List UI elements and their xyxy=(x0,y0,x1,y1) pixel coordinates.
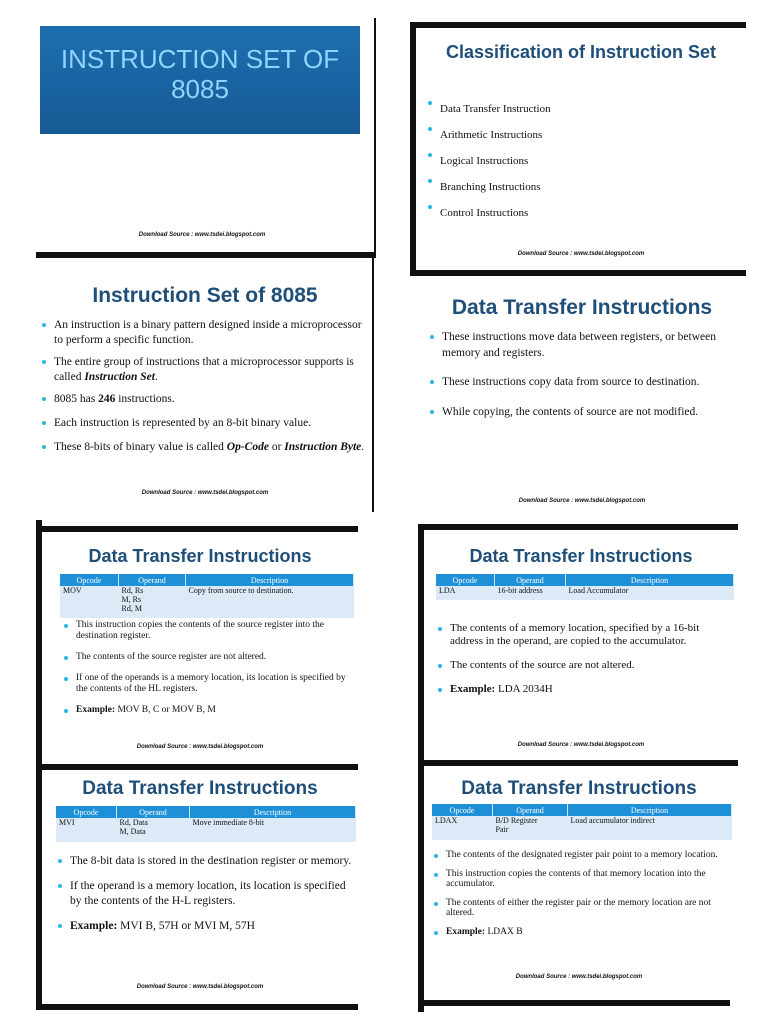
list-item: Arithmetic Instructions xyxy=(428,122,551,148)
slide-heading: Data Transfer Instructions xyxy=(82,778,318,799)
emphasis-text: Op-Code xyxy=(226,441,269,453)
table-header-description: Description xyxy=(566,574,734,586)
instruction-table xyxy=(432,804,732,840)
list-item xyxy=(58,919,352,934)
slide-border xyxy=(36,252,376,258)
example-text: MOV B, C or MOV B, M xyxy=(115,705,216,715)
table-header-operand: Operand xyxy=(119,574,186,586)
slide-mvi xyxy=(42,772,358,1000)
bullet-text: The entire group of instructions that a microprocessor supports is called xyxy=(54,356,354,383)
slide-data-transfer-intro xyxy=(418,278,746,514)
operand-cell xyxy=(119,586,186,618)
table-header-opcode: Opcode xyxy=(56,806,117,818)
list-item xyxy=(42,440,372,455)
slide-footer: Download Source : www.tsdei.blogspot.com xyxy=(136,984,264,990)
table-header-description: Description xyxy=(190,806,356,818)
table-row xyxy=(436,586,734,600)
instruction-set-list xyxy=(42,318,372,455)
slide-border xyxy=(374,18,376,258)
list-item: These instructions copy data from source to destination. xyxy=(430,375,742,391)
operand-line: M, Rs xyxy=(121,594,142,604)
example-label: Example: xyxy=(450,683,496,695)
operand-line: Rd, Data xyxy=(119,818,148,827)
table-header-operand: Operand xyxy=(495,574,566,586)
example-text: MVI B, 57H or MVI M, 57H xyxy=(117,920,255,932)
example-label: Example: xyxy=(76,705,116,715)
instruction-table xyxy=(436,574,734,600)
list-item: Branching Instructions xyxy=(428,174,551,200)
operand-line: Rd, M xyxy=(121,603,142,613)
list-item: While copying, the contents of source are not modified. xyxy=(430,405,742,421)
table-header-operand: Operand xyxy=(117,806,190,818)
list-item: If the operand is a memory location, its location is specified by the contents of the H-L registers. xyxy=(58,879,352,909)
lda-notes xyxy=(438,622,728,696)
operand-cell xyxy=(117,818,190,842)
emphasis-text: 246 xyxy=(98,393,116,405)
opcode-cell: LDA xyxy=(436,586,495,600)
operand-cell xyxy=(493,816,568,840)
list-item: This instruction copies the contents of that memory location into the accumulator. xyxy=(434,869,730,890)
opcode-cell: MVI xyxy=(56,818,117,842)
list-item xyxy=(42,416,372,431)
mvi-notes xyxy=(58,854,352,934)
table-header-description: Description xyxy=(568,804,732,816)
classification-list xyxy=(428,96,551,226)
example-text: LDA 2034H xyxy=(495,683,553,695)
list-item xyxy=(438,683,728,696)
list-item: Logical Instructions xyxy=(428,148,551,174)
example-label: Example: xyxy=(70,920,118,932)
list-item xyxy=(64,705,354,716)
slide-lda xyxy=(424,530,738,762)
example-label: Example: xyxy=(446,926,486,937)
list-item: The contents of a memory location, specified by a 16-bit address in the operand, are copied to the accumulator. xyxy=(438,622,728,648)
list-item xyxy=(42,355,372,385)
ldax-notes xyxy=(434,850,730,937)
operand-line: Pair xyxy=(495,824,509,834)
slide-heading: Data Transfer Instructions xyxy=(461,778,697,799)
slide-footer: Download Source : www.tsdei.blogspot.com xyxy=(515,974,643,980)
slide-title xyxy=(30,18,374,256)
title-line-1: INSTRUCTION SET OF xyxy=(60,44,340,74)
slide-border xyxy=(424,760,738,766)
title-banner xyxy=(40,26,360,134)
bullet-text: Each instruction is represented by an 8-bit binary value. xyxy=(54,417,312,429)
slide-footer: Download Source : www.tsdei.blogspot.com xyxy=(518,498,646,504)
slide-border xyxy=(42,1004,358,1010)
slide-footer: Download Source : www.tsdei.blogspot.com xyxy=(136,744,264,750)
table-row xyxy=(60,586,354,618)
slide-instruction-set xyxy=(36,262,374,510)
slide-border xyxy=(372,258,374,512)
mov-notes xyxy=(64,620,354,716)
opcode-cell: LDAX xyxy=(432,816,493,840)
table-header-opcode: Opcode xyxy=(432,804,493,816)
slide-heading: Data Transfer Instructions xyxy=(88,546,312,566)
slide-footer: Download Source : www.tsdei.blogspot.com xyxy=(517,742,645,748)
table-row xyxy=(432,816,732,840)
slide-border xyxy=(416,270,746,276)
operand-line: B/D Register xyxy=(495,816,538,825)
slide-heading: Instruction Set of 8085 xyxy=(92,284,318,307)
slide-heading: Data Transfer Instructions xyxy=(451,296,713,319)
description-cell: Copy from source to destination. xyxy=(186,586,354,618)
list-item xyxy=(42,318,372,348)
operand-cell: 16-bit address xyxy=(495,586,566,600)
list-item: The 8-bit data is stored in the destination register or memory. xyxy=(58,854,352,869)
title-line-2: 8085 xyxy=(171,74,229,104)
description-cell: Load Accumulator xyxy=(566,586,734,600)
slide-heading: Classification of Instruction Set xyxy=(445,42,717,62)
list-item: The contents of either the register pair or the memory location are not altered. xyxy=(434,898,730,919)
list-item xyxy=(434,927,730,938)
slide-footer: Download Source : www.tsdei.blogspot.com xyxy=(138,232,266,238)
slide-footer: Download Source : www.tsdei.blogspot.com xyxy=(517,251,645,257)
list-item: These instructions move data between registers, or between memory and registers. xyxy=(430,330,742,361)
table-header-description: Description xyxy=(186,574,354,586)
bullet-text: instructions. xyxy=(115,393,175,405)
list-item: The contents of the designated register pair point to a memory location. xyxy=(434,850,730,861)
bullet-text: An instruction is a binary pattern designed inside a microprocessor to perform a specific function. xyxy=(54,319,362,346)
bullet-text: These 8-bits of binary value is called xyxy=(54,441,227,453)
example-text: LDAX B xyxy=(485,926,523,937)
list-item: Data Transfer Instruction xyxy=(428,96,551,122)
slide-heading: Data Transfer Instructions xyxy=(469,546,693,566)
list-item xyxy=(42,392,372,407)
operand-line: M, Data xyxy=(119,826,146,836)
table-header-operand: Operand xyxy=(493,804,568,816)
bullet-text: . xyxy=(361,441,365,453)
description-cell: Load accumulator indirect xyxy=(568,816,732,840)
table-header-opcode: Opcode xyxy=(436,574,495,586)
operand-line: Rd, Rs xyxy=(121,586,144,595)
slide-footer: Download Source : www.tsdei.blogspot.com xyxy=(141,490,269,496)
bullet-text: . xyxy=(154,371,158,383)
description-cell: Move immediate 8-bit xyxy=(190,818,356,842)
slide-mov xyxy=(42,532,358,762)
emphasis-text: Instruction Set xyxy=(84,371,155,383)
slide-border xyxy=(424,1000,730,1006)
list-item: If one of the operands is a memory location, its location is specified by the contents of the HL registers. xyxy=(64,673,354,695)
data-transfer-list xyxy=(430,330,742,420)
opcode-cell: MOV xyxy=(60,586,119,618)
instruction-table xyxy=(60,574,354,618)
slide-classification xyxy=(416,28,746,272)
list-item: The contents of the source register are not altered. xyxy=(64,652,354,663)
instruction-table xyxy=(56,806,356,842)
slide-border xyxy=(42,764,358,770)
emphasis-text: Instruction Byte xyxy=(284,441,362,453)
list-item: This instruction copies the contents of the source register into the destination register. xyxy=(64,620,354,642)
slide-ldax xyxy=(424,770,734,998)
table-header-opcode: Opcode xyxy=(60,574,119,586)
list-item: Control Instructions xyxy=(428,200,551,226)
bullet-text: 8085 has xyxy=(54,393,99,405)
list-item: The contents of the source are not altered. xyxy=(438,659,728,672)
table-row xyxy=(56,818,356,842)
bullet-text: or xyxy=(268,441,285,453)
